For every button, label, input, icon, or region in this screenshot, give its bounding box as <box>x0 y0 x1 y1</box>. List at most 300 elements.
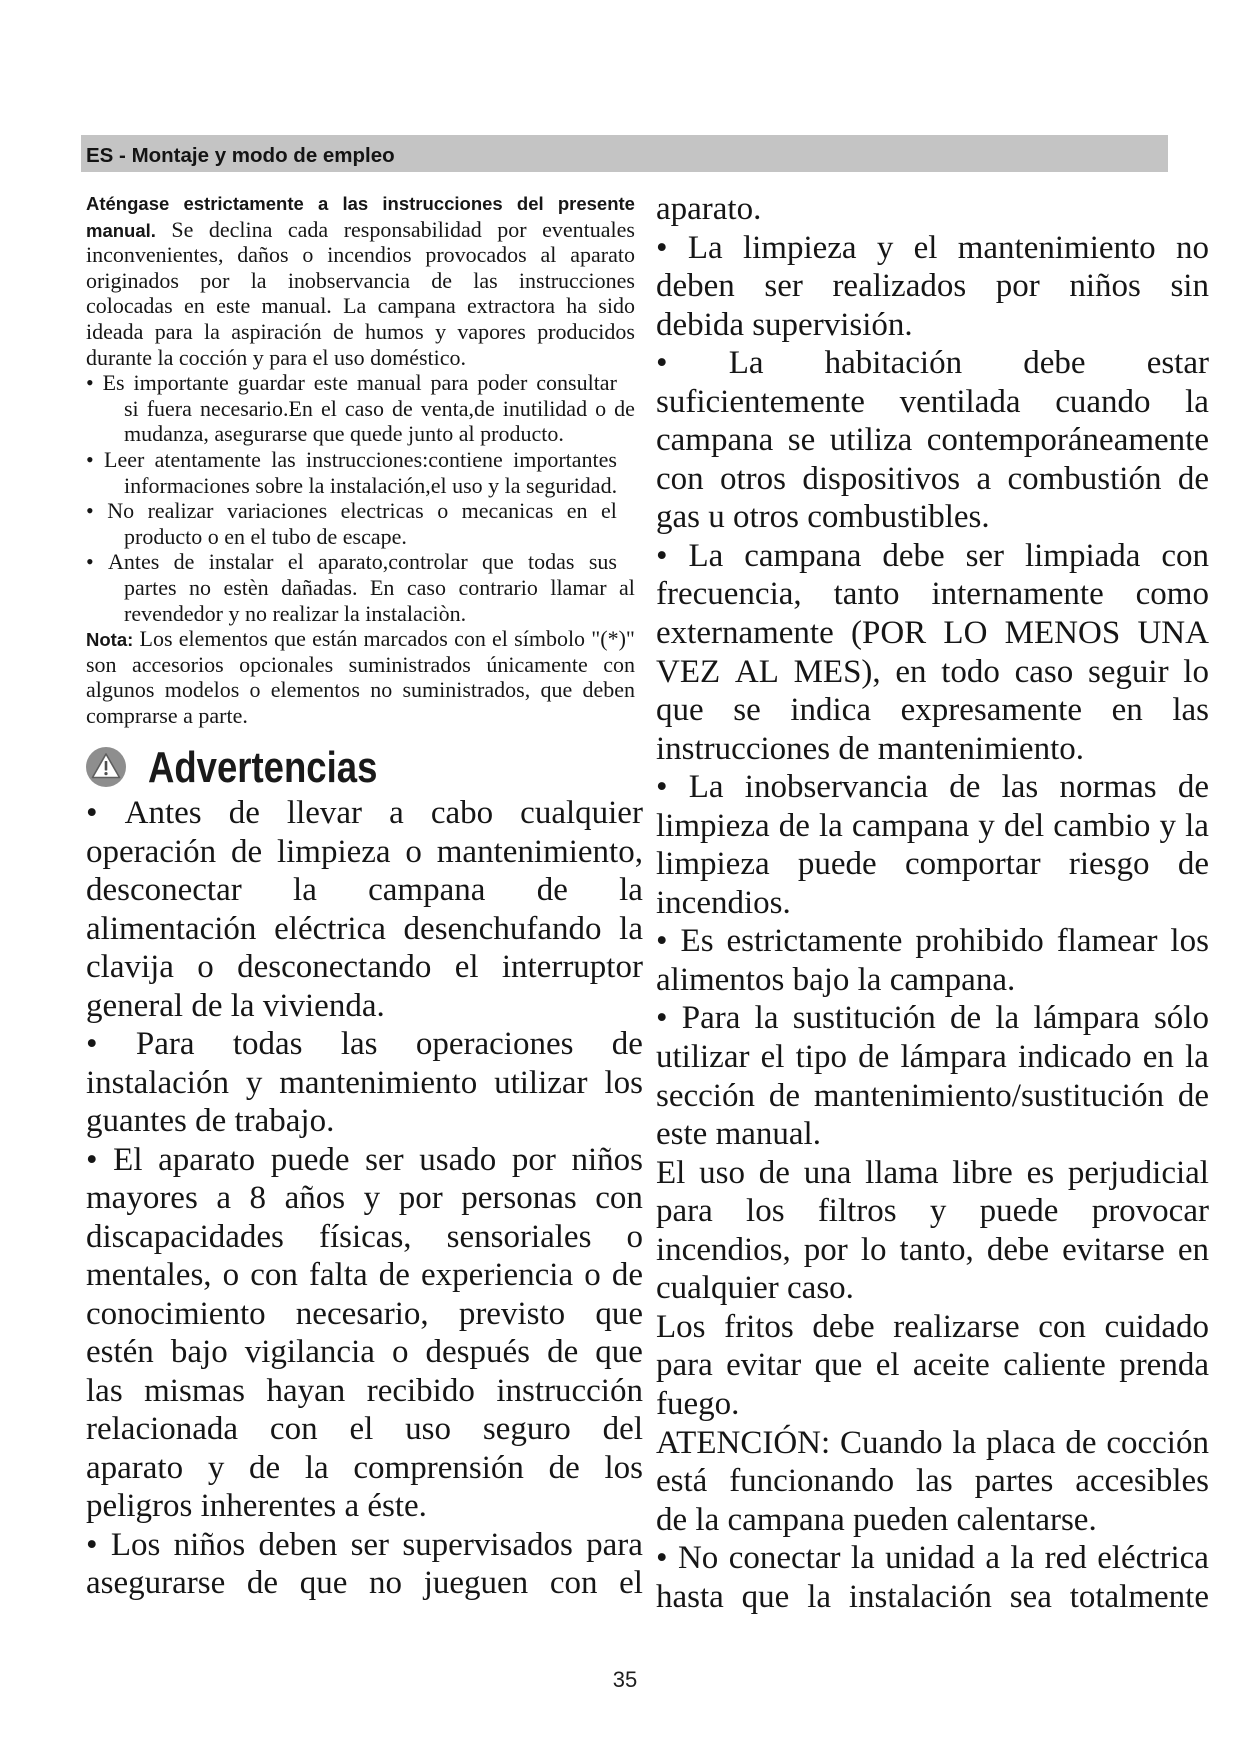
text-line <box>656 999 1209 1038</box>
word: de <box>949 769 981 806</box>
word: junto <box>408 421 454 447</box>
word: y <box>363 1180 381 1216</box>
text-line <box>656 1501 1209 1540</box>
word: El <box>113 1141 143 1178</box>
word: de <box>1065 1424 1097 1461</box>
word: instrucciones:contiene <box>306 446 503 472</box>
text-line <box>86 1410 643 1449</box>
word: durante <box>86 344 152 370</box>
text-line <box>656 1038 1209 1077</box>
word: que <box>814 1347 863 1384</box>
word: filtros <box>817 1193 897 1230</box>
word: Para <box>681 1000 741 1037</box>
word: el <box>492 626 508 652</box>
word: • <box>86 795 98 831</box>
word: debe <box>1023 345 1086 382</box>
warnings-right-column-viewport <box>656 190 1213 1630</box>
word: calentarse. <box>956 1501 1097 1538</box>
word: llevar <box>286 795 363 831</box>
word: el <box>619 1565 643 1601</box>
word: la <box>1185 1039 1209 1076</box>
word: instalar <box>208 549 274 575</box>
word: discapacidades <box>86 1218 284 1255</box>
text-line <box>86 524 635 550</box>
word: suministrados <box>348 651 471 677</box>
word: sobre <box>255 472 304 498</box>
word: La <box>343 293 367 319</box>
word: • <box>86 446 94 472</box>
word: una <box>803 1154 852 1191</box>
text-line <box>656 922 1209 961</box>
word: de <box>228 795 260 831</box>
word: la <box>995 1000 1020 1037</box>
word: campana <box>727 1501 845 1538</box>
word: en <box>184 293 205 319</box>
word: • <box>656 769 668 806</box>
word: La <box>688 537 724 574</box>
word: evitarse <box>1062 1231 1165 1268</box>
word: jueguen <box>423 1565 529 1601</box>
word: suficientemente <box>656 383 865 420</box>
word: limpieza <box>742 229 857 266</box>
word: las <box>916 1463 953 1500</box>
text-line <box>656 884 1209 923</box>
word: o <box>302 242 314 268</box>
paragraph <box>656 190 1209 229</box>
word: interruptor <box>501 949 643 985</box>
word: Aténgase <box>86 193 170 214</box>
word: de <box>858 1039 890 1076</box>
text-line <box>86 1218 643 1257</box>
word: caliente <box>1003 1347 1106 1384</box>
text-line <box>86 1025 643 1064</box>
word: algunos <box>86 677 155 703</box>
word: a <box>389 795 404 831</box>
word: de <box>378 1257 410 1293</box>
word: fritos <box>724 1308 794 1345</box>
word: las <box>340 1026 378 1062</box>
word: ser <box>965 537 1005 574</box>
text-line <box>656 1269 1209 1308</box>
word: informaciones <box>124 472 250 498</box>
word: la <box>293 872 317 908</box>
bullet-paragraph <box>86 1526 643 1603</box>
word: las <box>271 446 296 472</box>
word: variaciones <box>226 498 328 524</box>
word: falta <box>309 1257 368 1293</box>
word: • <box>86 549 94 575</box>
text-line <box>86 1256 643 1295</box>
word: la <box>952 1424 977 1461</box>
text-line <box>656 1308 1209 1347</box>
word: sensoriales <box>446 1218 592 1255</box>
word: aparato <box>570 242 635 268</box>
word: tanto <box>833 576 900 613</box>
word: mentales, <box>86 1257 212 1293</box>
text-line <box>86 242 635 268</box>
word: aparato. <box>656 191 762 227</box>
word: cuando <box>1055 383 1151 420</box>
word: uso <box>405 1411 451 1447</box>
word: conocimiento <box>86 1295 266 1332</box>
word: cuidado <box>1104 1308 1209 1345</box>
word: guantes <box>86 1103 187 1139</box>
word: cualquier <box>656 1270 779 1307</box>
word: mantenimiento <box>957 229 1156 266</box>
section-header-title: ES - Montaje y modo de empleo <box>86 144 395 167</box>
word: frecuencia, <box>656 576 802 613</box>
word: elementos <box>270 677 360 703</box>
word: por <box>803 1231 848 1268</box>
paragraph <box>86 191 635 370</box>
word: dispositivos <box>802 460 961 497</box>
word: totalmente <box>1069 1578 1209 1615</box>
word: usado <box>419 1141 497 1178</box>
word: importantes <box>513 446 617 472</box>
word: lámpara <box>1033 1000 1140 1037</box>
text-line <box>86 601 635 627</box>
word: la <box>308 472 325 498</box>
word: combustibles. <box>807 499 990 536</box>
word: mudanza, <box>124 421 209 447</box>
text-line <box>656 1424 1209 1463</box>
word: de <box>758 1154 790 1191</box>
word: de <box>547 1334 579 1370</box>
word: • <box>656 229 668 266</box>
word: que <box>274 626 306 652</box>
word: evitar <box>726 1347 802 1384</box>
word: necesario, <box>295 1295 429 1332</box>
word: caso <box>344 395 384 421</box>
word: en <box>224 523 245 549</box>
text-line <box>86 1064 643 1103</box>
word: eventuales <box>542 216 635 242</box>
word: venta,de <box>420 395 495 421</box>
text-line <box>656 1539 1209 1578</box>
word: y <box>1159 807 1176 844</box>
word: cambio <box>1053 807 1151 844</box>
word: estèn <box>223 574 269 600</box>
word: las <box>473 267 498 293</box>
word: de <box>656 1501 688 1538</box>
text-line <box>656 614 1209 653</box>
word: provocados <box>425 242 527 268</box>
text-line <box>86 396 635 422</box>
word: debida <box>656 306 744 343</box>
word: el <box>875 1347 900 1384</box>
word: 8 <box>249 1180 267 1216</box>
word: o <box>197 949 214 985</box>
word: puede <box>270 1141 350 1178</box>
word: a <box>976 460 992 497</box>
word: instrucciones <box>382 193 503 214</box>
word: instrucciones <box>518 267 635 293</box>
text-line <box>86 1102 643 1141</box>
word: necesario.En <box>199 395 313 421</box>
word: los <box>604 1449 643 1486</box>
word: de <box>392 395 413 421</box>
word: Antes <box>124 795 202 831</box>
word: para <box>154 318 193 344</box>
word: de <box>838 730 870 767</box>
word: es <box>1026 1154 1055 1191</box>
word: electricas <box>340 498 424 524</box>
word: y <box>929 1193 947 1230</box>
word: realizar <box>272 600 339 626</box>
word: Los <box>139 626 173 652</box>
word: de <box>431 267 452 293</box>
text-line <box>86 319 635 345</box>
word: ATENCIÓN: <box>656 1424 831 1461</box>
word: habitación <box>824 345 963 382</box>
word: provocar <box>1091 1193 1209 1230</box>
word: operación <box>86 833 217 870</box>
word: con <box>549 1565 598 1601</box>
text-line <box>656 575 1209 614</box>
word: debe <box>812 1308 875 1345</box>
word: ser <box>350 1526 390 1563</box>
word: del <box>1003 807 1045 844</box>
word: cualquier <box>520 795 643 831</box>
word: limpieza <box>276 833 391 870</box>
word: mantenimiento/sustitución <box>813 1077 1164 1114</box>
word: en <box>566 498 588 524</box>
word: la <box>1185 383 1209 420</box>
word: al <box>458 421 475 447</box>
word: hayan <box>266 1372 346 1409</box>
word: marcados <box>363 626 448 652</box>
word: no <box>244 600 267 626</box>
word: fuera <box>146 395 192 421</box>
word: la <box>157 344 174 370</box>
word: consultar <box>536 370 617 396</box>
text-line <box>86 703 635 729</box>
word: • <box>86 1141 98 1178</box>
word: sus <box>588 549 617 575</box>
bullet-paragraph <box>86 370 635 447</box>
word: previsto <box>458 1295 566 1332</box>
text-line <box>86 626 635 652</box>
text-line <box>86 1487 643 1526</box>
word: quede <box>350 421 403 447</box>
word: manual. <box>86 219 156 241</box>
word: Los <box>110 1526 161 1563</box>
text-line <box>86 370 617 396</box>
text-line <box>86 1372 643 1411</box>
word: vivienda. <box>262 987 385 1024</box>
word: contemporáneamente <box>926 422 1209 459</box>
bullet-paragraph <box>86 498 635 549</box>
word: que <box>656 692 704 729</box>
word: bajo <box>792 961 850 998</box>
word: asegurarse <box>214 421 308 447</box>
word: inherentes <box>200 1488 337 1524</box>
word: a <box>985 1540 1000 1577</box>
word: ser <box>365 1141 404 1178</box>
word: de <box>768 1077 800 1114</box>
text-line <box>86 833 643 872</box>
word: este <box>216 293 251 319</box>
word: y <box>876 229 894 266</box>
word: de <box>611 1026 643 1062</box>
word: mantenimiento <box>279 1064 478 1101</box>
word: las <box>1001 769 1039 806</box>
word: con <box>269 1411 318 1447</box>
word: para <box>269 344 308 370</box>
paragraph <box>656 1154 1209 1308</box>
word: la <box>619 910 643 947</box>
word: ser <box>764 268 803 305</box>
word: alimentos <box>656 961 785 998</box>
word: colocadas <box>86 293 173 319</box>
word: uso <box>334 344 365 370</box>
word: campana <box>377 293 456 319</box>
word: gas <box>656 499 700 536</box>
word: • <box>86 1026 98 1062</box>
word: de <box>332 318 354 344</box>
word: la <box>1010 1540 1035 1577</box>
word: o <box>626 1218 643 1255</box>
word: campana <box>368 872 486 908</box>
word: o <box>222 1257 240 1293</box>
text-line <box>86 1141 643 1180</box>
text-line <box>86 1295 643 1334</box>
word: prohibido <box>915 923 1044 960</box>
word: eléctrica <box>274 910 386 947</box>
word: sustitución <box>792 1000 936 1037</box>
word: los <box>746 1193 785 1230</box>
word: Los <box>656 1308 706 1345</box>
word: no <box>1175 229 1209 266</box>
word: y <box>228 600 240 626</box>
bullet-paragraph <box>86 794 643 1025</box>
word: mecanicas <box>461 498 554 524</box>
text-line <box>86 948 643 987</box>
word: está <box>656 1463 708 1500</box>
word: este <box>656 1116 708 1153</box>
word: manual. <box>261 293 332 319</box>
text-line <box>656 1385 1209 1424</box>
word: deben <box>656 268 735 305</box>
word: inconvenientes, <box>86 242 224 268</box>
word: del <box>516 193 544 214</box>
word: contrario <box>458 574 538 600</box>
word: que <box>312 421 345 447</box>
word: Es <box>680 923 714 960</box>
word: instrucción <box>496 1372 643 1409</box>
text-line <box>86 191 635 217</box>
text-line <box>656 267 1209 306</box>
word: después <box>425 1334 530 1370</box>
text-line <box>656 460 1209 499</box>
word: ventilada <box>899 383 1021 420</box>
word: de <box>191 987 223 1024</box>
word: inobservancia <box>287 267 410 293</box>
word: u <box>708 499 725 536</box>
word: VEZ <box>656 653 721 690</box>
warnings-heading <box>85 743 505 793</box>
word: alimentación <box>86 910 257 947</box>
word: revendedor <box>124 600 223 626</box>
text-line <box>86 575 635 601</box>
word: utiliza <box>829 422 913 459</box>
paragraph <box>656 1424 1209 1540</box>
word: únicamente <box>486 651 588 677</box>
word: y <box>435 318 447 344</box>
word: todas <box>528 549 575 575</box>
word: vapores <box>457 318 526 344</box>
text-line <box>86 652 635 678</box>
word: este <box>313 370 348 396</box>
word: vigilancia <box>244 1334 375 1370</box>
word: la <box>807 1578 832 1615</box>
word: instalaciòn. <box>365 600 467 626</box>
word: de <box>949 1000 982 1037</box>
word: daños <box>237 242 289 268</box>
word: o <box>584 1257 601 1293</box>
word: guardar <box>237 370 305 396</box>
word: tipo <box>795 1039 847 1076</box>
word: del <box>602 1411 643 1447</box>
word: para <box>430 370 469 396</box>
bullet-paragraph <box>656 537 1209 768</box>
word: aparato <box>86 1449 184 1486</box>
word: instalación,el <box>329 472 447 498</box>
word: aparato,controlar <box>318 549 468 575</box>
word: mayores <box>86 1180 198 1216</box>
word: conectar <box>728 1540 841 1577</box>
word: niños <box>571 1141 643 1178</box>
bullet-paragraph <box>656 999 1209 1153</box>
word: con <box>595 1180 643 1216</box>
word: estén <box>86 1334 154 1370</box>
word: no <box>369 1565 403 1601</box>
word: a <box>318 193 329 214</box>
word: ha <box>566 293 588 319</box>
word: y <box>207 1449 225 1486</box>
word: otros <box>720 460 787 497</box>
word: mismas <box>144 1372 245 1409</box>
word: las <box>86 1372 123 1409</box>
word: tanto, <box>899 1231 974 1268</box>
text-line <box>656 344 1209 383</box>
text-line <box>86 1179 643 1218</box>
text-line <box>86 910 643 949</box>
word: importante <box>133 370 229 396</box>
word: desenchufando <box>403 910 602 947</box>
section-header-bar <box>81 135 1168 172</box>
word: • <box>656 537 668 574</box>
word: No <box>677 1540 719 1577</box>
word: que <box>540 677 573 703</box>
text-line <box>86 498 617 524</box>
word: inobservancia <box>744 769 929 806</box>
word: comprarse <box>86 702 178 728</box>
word: o <box>405 833 422 870</box>
word: las <box>342 193 369 214</box>
word: Es <box>102 370 125 396</box>
word: la <box>304 1449 329 1486</box>
text-line <box>86 1333 643 1372</box>
word: producto. <box>480 421 564 447</box>
word: debe <box>986 1231 1050 1268</box>
word: realizar <box>147 498 214 524</box>
word: mantenimiento, <box>436 833 643 870</box>
word: los <box>1170 923 1209 960</box>
word: limpieza <box>656 807 770 844</box>
word: la <box>1185 807 1209 844</box>
text-line <box>86 987 643 1026</box>
